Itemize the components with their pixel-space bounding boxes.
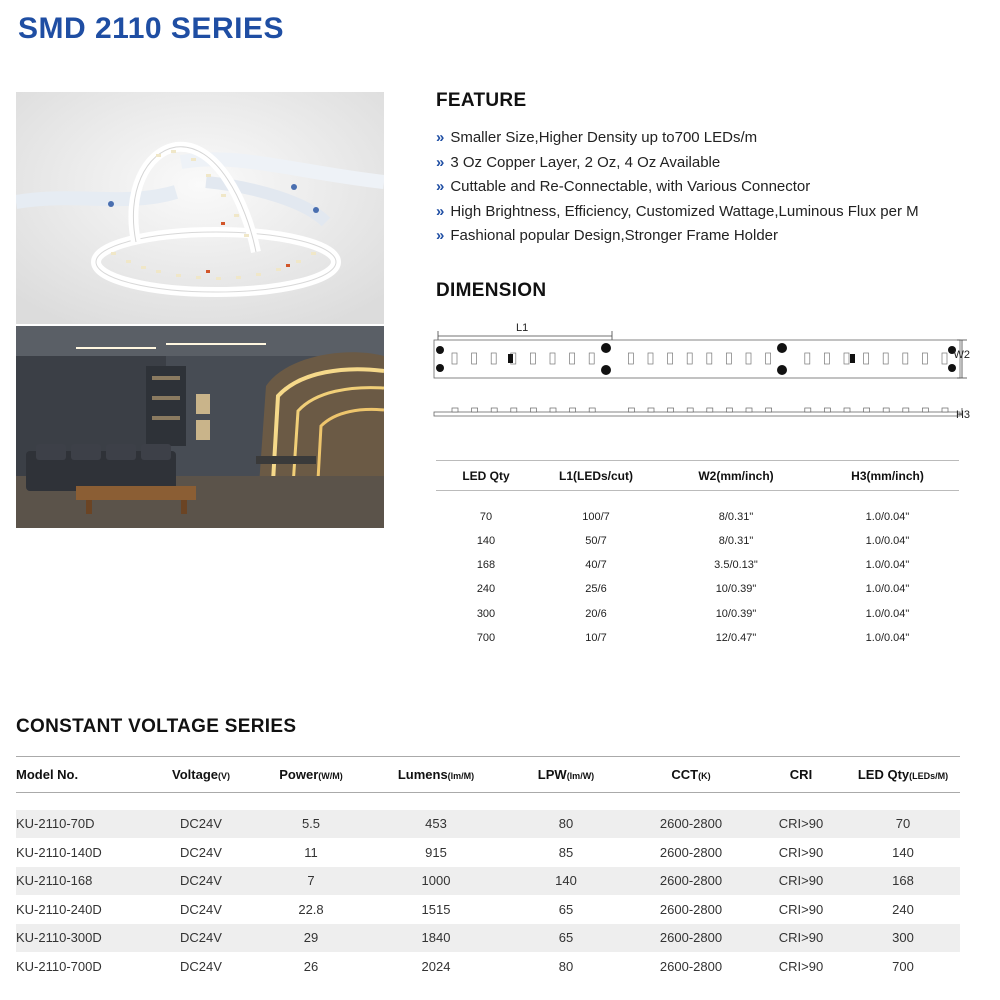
led-chip-side: [766, 408, 772, 412]
led-chip-side: [903, 408, 909, 412]
column-header-label: LPW: [537, 767, 567, 782]
column-header: [366, 757, 506, 793]
led-chip-side: [589, 408, 595, 412]
table-row: [436, 529, 959, 553]
table-cell: 1.0/0.04": [865, 510, 910, 523]
table-cell: 2600-2800: [659, 958, 723, 974]
table-cell: 2600-2800: [626, 924, 756, 953]
table-cell: 8/0.31": [718, 534, 754, 547]
led-chip: [707, 353, 712, 364]
led-chip-side: [824, 408, 830, 412]
column-header: [506, 757, 626, 793]
feature-item: » Smaller Size,Higher Density up to700 LEDs/m: [436, 129, 758, 146]
table-cell: 2600-2800: [626, 810, 756, 839]
dimension-table: [436, 460, 959, 650]
table-row: [436, 626, 959, 650]
led-chip: [864, 353, 869, 364]
table-cell: 80: [506, 810, 626, 839]
spacer-cell: [16, 793, 960, 810]
column-header-label: Power: [279, 767, 319, 782]
led-chip-side: [452, 408, 458, 412]
table-row: [436, 577, 959, 601]
table-cell: 453: [366, 810, 506, 839]
led-chip-side: [746, 408, 752, 412]
table-cell: 2024: [421, 958, 451, 974]
table-cell: 700: [892, 958, 914, 974]
column-header-unit: (K): [698, 771, 711, 781]
led-chip-side: [726, 408, 732, 412]
column-header-label: Voltage: [172, 767, 218, 782]
table-cell: 40/7: [585, 559, 607, 572]
column-header: W2(mm/inch): [656, 461, 816, 491]
led-chip-side: [491, 408, 497, 412]
table-cell: 85: [558, 844, 574, 860]
table-cell: DC24V: [146, 924, 256, 953]
led-chip: [687, 353, 692, 364]
led-chip: [668, 353, 673, 364]
strip-side-view: [434, 412, 960, 416]
led-chip-side: [805, 408, 811, 412]
table-cell: 2600-2800: [659, 901, 723, 917]
feature-item: » 3 Oz Copper Layer, 2 Oz, 4 Oz Available: [436, 153, 721, 171]
led-chip: [746, 353, 751, 364]
led-chip-side: [628, 408, 634, 412]
table-cell: 168: [846, 867, 960, 896]
led-chip-side: [922, 408, 928, 412]
feature-item: » Fashional popular Design,Stronger Frame Holder: [436, 227, 779, 245]
led-chip: [550, 353, 555, 364]
led-chip-side: [883, 408, 889, 412]
table-row: [436, 602, 959, 626]
table-cell: KU-2110-700D: [16, 958, 102, 974]
feature-list: [436, 126, 919, 249]
table-cell: 50/7: [585, 534, 607, 547]
led-chip-side: [472, 408, 478, 412]
chevron-right-icon: »: [436, 178, 445, 196]
led-chip-side: [511, 408, 517, 412]
column-header-label: Lumens: [397, 767, 448, 782]
led-chip: [628, 353, 633, 364]
table-cell: 1000: [366, 867, 506, 896]
table-cell: 2600-2800: [659, 844, 723, 860]
table-cell: 26: [303, 958, 319, 974]
table-cell: CRI>90: [778, 958, 824, 974]
page-title: SMD 2110 SERIES: [18, 12, 284, 45]
table-cell: 300: [476, 607, 496, 620]
led-chip: [805, 353, 810, 364]
chevron-right-icon: »: [436, 202, 445, 220]
constant-voltage-table: [16, 756, 960, 981]
column-header-label: CCT: [671, 767, 699, 782]
table-cell: 140: [476, 534, 496, 547]
column-header: [146, 757, 256, 793]
table-cell: 65: [506, 924, 626, 953]
table-cell: 70: [479, 510, 493, 523]
table-cell: 2600-2800: [626, 867, 756, 896]
column-header: [626, 757, 756, 793]
living-room-photo: [16, 326, 384, 528]
led-chip: [452, 353, 457, 364]
table-cell: KU-2110-70D: [16, 810, 146, 839]
feature-heading: FEATURE: [436, 90, 527, 111]
table-cell: 10/0.39": [715, 607, 757, 620]
table-cell: 70: [846, 810, 960, 839]
table-cell: 1.0/0.04": [865, 534, 910, 547]
led-chip-side: [687, 408, 693, 412]
led-chip: [922, 353, 927, 364]
table-cell: 1.0/0.04": [865, 632, 910, 645]
column-header-label: LED Qty: [857, 767, 910, 782]
table-cell: 240: [476, 583, 496, 596]
table-cell: 12/0.47": [715, 632, 757, 645]
table-cell: 100/7: [582, 510, 610, 523]
table-row: [16, 895, 960, 924]
table-cell: 140: [506, 867, 626, 896]
led-chip: [589, 353, 594, 364]
table-cell: 20/6: [585, 607, 607, 620]
led-chip-side: [942, 408, 948, 412]
led-chip: [472, 353, 477, 364]
table-cell: 915: [425, 844, 447, 860]
led-chip: [648, 353, 653, 364]
table-cell: 3.5/0.13": [714, 559, 758, 572]
column-header: LED Qty: [436, 461, 536, 491]
column-header-label: CRI: [789, 767, 813, 782]
column-header-label: Model No.: [16, 767, 79, 782]
dimension-drawing: [430, 318, 970, 428]
spacer-row: [16, 793, 960, 810]
table-cell: DC24V: [180, 958, 222, 974]
led-chip-side: [648, 408, 654, 412]
table-row: [16, 838, 960, 867]
table-cell: 7: [256, 867, 366, 896]
table-cell: 29: [256, 924, 366, 953]
table-cell: 140: [892, 844, 914, 860]
table-row: [436, 491, 959, 529]
led-chip: [824, 353, 829, 364]
w2-label: W2: [953, 349, 970, 361]
column-header: [756, 757, 846, 793]
table-cell: 1.0/0.04": [865, 559, 910, 572]
table-cell: KU-2110-240D: [16, 901, 102, 917]
led-chip: [942, 353, 947, 364]
table-cell: 700: [476, 632, 496, 645]
column-header: H3(mm/inch): [816, 461, 959, 491]
dimension-heading: DIMENSION: [436, 280, 547, 301]
table-cell: 8/0.31": [718, 510, 754, 523]
table-cell: DC24V: [180, 844, 222, 860]
table-cell: CRI>90: [778, 901, 824, 917]
led-chip: [903, 353, 908, 364]
table-cell: 5.5: [256, 810, 366, 839]
led-chip-side: [864, 408, 870, 412]
column-header-unit: (lm/W): [566, 771, 595, 781]
table-cell: 10/0.39": [715, 583, 757, 596]
h3-label: H3: [955, 409, 970, 421]
led-chip: [766, 353, 771, 364]
chevron-right-icon: »: [436, 227, 445, 245]
table-cell: CRI>90: [756, 867, 846, 896]
table-row: [16, 952, 960, 981]
led-chip: [491, 353, 496, 364]
chevron-right-icon: »: [436, 129, 445, 146]
led-chip-side: [707, 408, 713, 412]
constant-voltage-heading: CONSTANT VOLTAGE SERIES: [16, 716, 297, 737]
column-header-unit: (V): [218, 771, 230, 781]
column-header: [256, 757, 366, 793]
table-cell: 11: [304, 844, 318, 860]
table-cell: 25/6: [585, 583, 607, 596]
led-chip: [726, 353, 731, 364]
table-cell: CRI>90: [756, 924, 846, 953]
column-header: [846, 757, 960, 793]
led-chip-side: [668, 408, 674, 412]
feature-item: » Cuttable and Re-Connectable, with Various Connector: [436, 178, 811, 196]
chevron-right-icon: »: [436, 153, 445, 171]
table-header-row: [436, 461, 959, 491]
table-row: [436, 553, 959, 577]
table-cell: 1.0/0.04": [865, 607, 910, 620]
table-cell: KU-2110-300D: [16, 924, 146, 953]
table-cell: KU-2110-168: [16, 867, 146, 896]
led-chip-side: [530, 408, 536, 412]
table-row: [16, 867, 960, 896]
feature-item: » High Brightness, Efficiency, Customized Wattage,Luminous Flux per M: [436, 202, 919, 220]
led-chip: [883, 353, 888, 364]
table-cell: 65: [558, 901, 574, 917]
led-chip: [530, 353, 535, 364]
led-strip-photo: [16, 92, 384, 324]
column-header-unit: (lm/M): [447, 771, 475, 781]
table-cell: DC24V: [146, 867, 256, 896]
column-header: L1(LEDs/cut): [536, 461, 656, 491]
table-cell: CRI>90: [756, 810, 846, 839]
led-chip: [570, 353, 575, 364]
table-header-row: [16, 757, 960, 793]
table-row: [16, 924, 960, 953]
table-cell: DC24V: [146, 810, 256, 839]
column-header: [16, 757, 146, 793]
led-chip-side: [550, 408, 556, 412]
table-cell: 1.0/0.04": [865, 583, 910, 596]
table-cell: CRI>90: [778, 844, 824, 860]
l1-label: L1: [516, 322, 529, 334]
table-cell: KU-2110-140D: [16, 844, 102, 860]
table-cell: 22.8: [298, 901, 324, 917]
table-cell: DC24V: [180, 901, 222, 917]
table-cell: 10/7: [585, 632, 607, 645]
led-chip: [844, 353, 849, 364]
led-chip-side: [570, 408, 576, 412]
led-chips-side: [452, 408, 948, 412]
table-cell: 80: [558, 958, 574, 974]
led-chip-side: [844, 408, 850, 412]
table-row: [16, 810, 960, 839]
table-cell: 300: [846, 924, 960, 953]
column-header-unit: (W/M): [318, 771, 343, 781]
table-cell: 240: [892, 901, 914, 917]
column-header-unit: (LEDs/M): [909, 771, 949, 781]
table-cell: 1840: [366, 924, 506, 953]
table-cell: 168: [476, 559, 496, 572]
table-cell: 1515: [421, 901, 451, 917]
